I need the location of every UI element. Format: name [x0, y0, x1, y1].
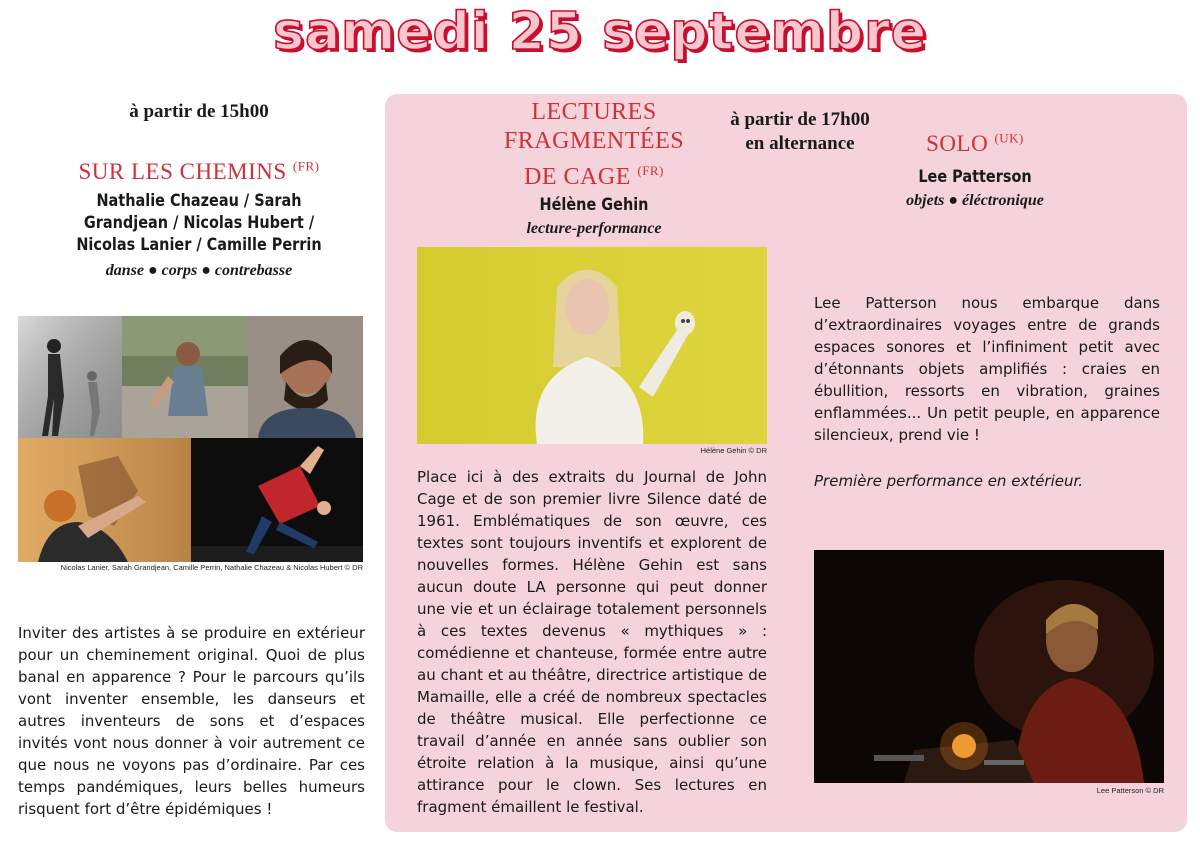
left-event-title [18, 158, 380, 187]
middle-photo [417, 247, 767, 444]
center-time [700, 108, 900, 156]
right-title-text: SOLO [926, 131, 989, 156]
right-performer: Lee Patterson [918, 167, 1032, 187]
middle-event-title [494, 98, 694, 192]
page-title: samedi 25 septembre [273, 2, 927, 62]
left-title-country: (FR) [292, 158, 320, 174]
left-photo-credit: Nicolas Lanier, Sarah Grandjean, Camille Perrin, Nathalie Chazeau & Nicolas Hubert © DR [60, 563, 363, 572]
right-photo [814, 550, 1164, 783]
middle-title-text: LECTURES FRAGMENTÉES DE CAGE [503, 99, 685, 190]
left-body: Inviter des artistes à se produire en extérieur pour un cheminement original. Quoi de plus banal en apparence ? Pour le parcours qu’ils vont inventer ensemble, les danseurs et autres inventeurs de sons et d’espaces invités vont nous donner à voir autrement ce que nous ne voyons pas d’ordinaire. Par ces temps pandémiques, leurs belles humeurs risquent fort d’être épidémiques ! [18, 624, 365, 818]
right-photo-credit: Lee Patterson © DR [1096, 786, 1164, 795]
left-time: à partir de 15h00 [129, 101, 269, 122]
middle-role: lecture-performance [526, 220, 662, 237]
left-title-text: SUR LES CHEMINS [78, 159, 287, 184]
right-body-note: Première performance en extérieur. [814, 472, 1084, 490]
middle-body: Place ici à des extraits du Journal de John Cage et de son premier livre Silence daté de 1961. Emblématiques de son œuvre, ces textes sont toujours inventifs et explorent de nouvelles formes. Hélène Gehin est sans aucun doute LA personne qui peut donner une vie et un éclairage totalement personnels à ces textes devenus « mythiques » : comédienne et chanteuse, formée entre autre au chant et au théâtre, directrice artistique de Mamaille, elle a créé de nombreux spectacles de théâtre musical. Elle perfectionne ce travail d’année en année sans oublier son étroite relation à la musique, ainsi qu’une attirance pour le clown. Ses lectures en fragment émaillent le festival. [417, 468, 767, 816]
left-tags: danse ● corps ● contrebasse [105, 262, 293, 279]
left-performers: Nathalie Chazeau / Sarah Grandjean / Nicolas Hubert / Nicolas Lanier / Camille Perrin [76, 191, 322, 256]
right-photo-svg [814, 550, 1164, 783]
right-body: Lee Patterson nous embarque dans d’extraordinaires voyages entre de grands espaces sonores et l’infiniment petit avec d’étonnants objets amplifiés : craies en ébullition, ressorts en vibration, graines enflammées... Un petit peuple, en apparence silencieux, prend vie ! [814, 294, 1160, 444]
left-photo-collage [18, 316, 363, 562]
right-tags: objets ● éléctronique [906, 192, 1044, 209]
right-event-title [880, 130, 1070, 159]
middle-title-country: (FR) [637, 163, 664, 178]
right-title-country: (UK) [994, 130, 1024, 146]
center-time-note: en alternance [745, 132, 855, 154]
middle-photo-credit: Hélène Gehin © DR [700, 446, 767, 455]
middle-photo-svg [417, 247, 767, 444]
center-time-start: à partir de 17h00 [730, 109, 870, 130]
middle-performer: Hélène Gehin [539, 195, 649, 215]
collage-svg [18, 316, 363, 562]
